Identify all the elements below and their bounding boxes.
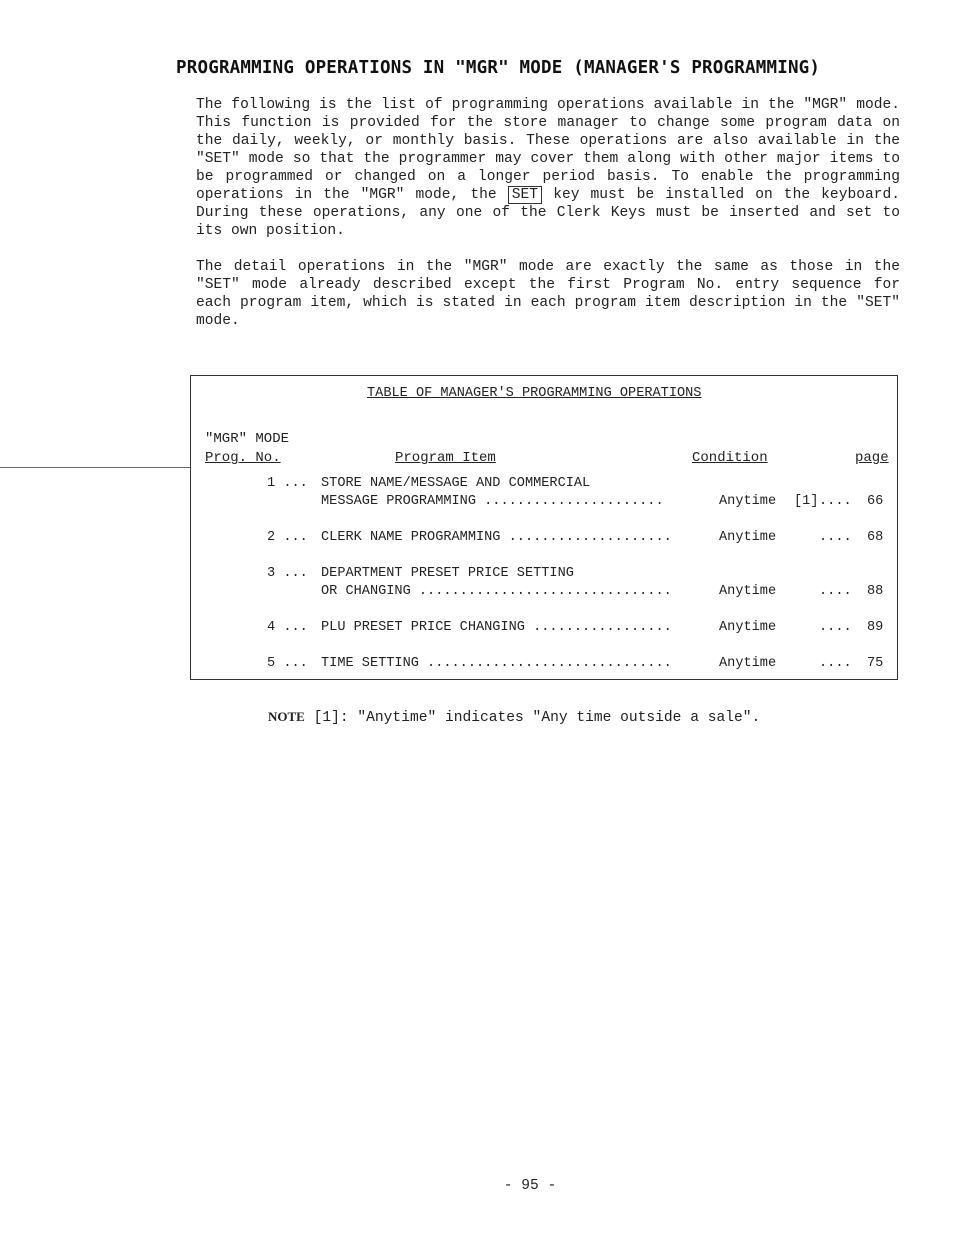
row-item-line2: PLU PRESET PRICE CHANGING .................: [321, 620, 672, 635]
note-text: "Anytime" indicates "Any time outside a sale".: [357, 710, 761, 726]
table-row: [191, 584, 897, 602]
row-leader-dots: ....: [819, 494, 852, 509]
row-item-line1: DEPARTMENT PRESET PRICE SETTING: [321, 566, 574, 581]
row-condition: Anytime: [719, 656, 777, 671]
row-item-line2: TIME SETTING ..............................: [321, 656, 672, 671]
table-row: [191, 620, 897, 638]
row-number: 4 ...: [267, 620, 308, 635]
operations-table: [190, 375, 898, 680]
header-condition: Condition: [692, 450, 768, 466]
row-condition: Anytime: [719, 584, 777, 599]
row-leader-dots: ....: [819, 656, 852, 671]
intro-paragraph: [196, 96, 900, 240]
row-number: 1 ...: [267, 476, 308, 491]
table-row: [191, 476, 897, 494]
table-row: [191, 656, 897, 674]
row-number: 3 ...: [267, 566, 308, 581]
table-title: TABLE OF MANAGER'S PROGRAMMING OPERATIONS: [367, 386, 702, 401]
row-footnote-mark: [1]: [794, 494, 819, 509]
intro-text-after-key: key must be installed on the keyboard. During these operations, any one of the Clerk Keys must be inserted and set to its own position.: [196, 187, 900, 239]
header-page: page: [855, 450, 889, 466]
row-page: 89: [867, 620, 884, 635]
row-item-line2: MESSAGE PROGRAMMING ......................: [321, 494, 664, 509]
row-item-line2: CLERK NAME PROGRAMMING ....................: [321, 530, 672, 545]
row-page: 75: [867, 656, 884, 671]
row-leader-dots: ....: [819, 530, 852, 545]
table-row: [191, 566, 897, 584]
row-item-line2: OR CHANGING ...............................: [321, 584, 672, 599]
set-key-label: SET: [508, 186, 542, 204]
note-mark: [1]:: [313, 710, 349, 726]
footnote: [268, 709, 760, 726]
header-mode: "MGR" MODE: [205, 431, 290, 447]
row-page: 88: [867, 584, 884, 599]
row-page: 68: [867, 530, 884, 545]
table-row: [191, 494, 897, 512]
row-number: 2 ...: [267, 530, 308, 545]
row-number: 5 ...: [267, 656, 308, 671]
intro-text-before-key: The following is the list of programming operations available in the "MGR" mode. This function is provided for the store manager to change some program data on the daily, weekly, or monthly basis. These operations are also available in the "SET" mode so that the programmer may cover them along with other major items to be programmed or changed on a longer period basis. To enable the programming operations in the "MGR" mode, the: [196, 97, 900, 203]
row-condition: Anytime: [719, 494, 777, 509]
row-page: 66: [867, 494, 884, 509]
row-leader-dots: ....: [819, 620, 852, 635]
row-condition: Anytime: [719, 620, 777, 635]
header-program-item: Program Item: [395, 450, 496, 466]
row-item-line1: STORE NAME/MESSAGE AND COMMERCIAL: [321, 476, 591, 491]
page-title: PROGRAMMING OPERATIONS IN "MGR" MODE (MANAGER'S PROGRAMMING): [176, 58, 821, 78]
note-label: NOTE: [268, 709, 305, 724]
header-prog-no: Prog. No.: [205, 450, 281, 466]
page-number: - 95 -: [503, 1178, 557, 1194]
row-leader-dots: ....: [819, 584, 852, 599]
detail-paragraph: The detail operations in the "MGR" mode are exactly the same as those in the "SET" mode already described except the first Program No. entry sequence for each program item, which is stated in each program item description in the "SET" mode.: [196, 259, 900, 329]
table-row: [191, 530, 897, 548]
margin-rule: [0, 467, 190, 468]
row-condition: Anytime: [719, 530, 777, 545]
